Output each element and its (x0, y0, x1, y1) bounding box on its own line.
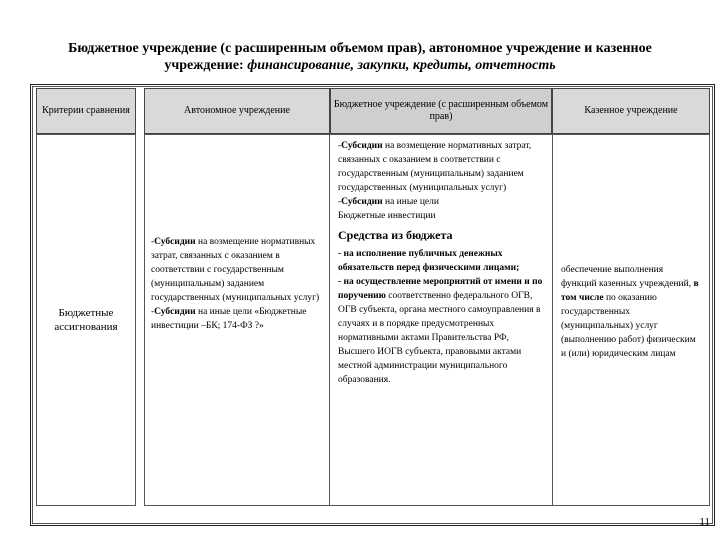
autonomous-subsidy-standard (151, 235, 323, 305)
subsidy-text: на иные цели (382, 197, 439, 207)
state-funding-text (561, 263, 701, 361)
subsidy-text: на иные цели «Бюджетные инвестиции –БК; 174-ФЗ ?» (151, 307, 307, 331)
autonomous-cell (144, 134, 330, 506)
public-obligations-item: - на исполнение публичных денежных обязательств перед физическими лицами; (338, 249, 520, 273)
bullet-dash: - (338, 141, 342, 151)
bullet-dash: - (151, 307, 155, 317)
header-budgetary: Бюджетное учреждение (с расширенным объемом прав) (330, 88, 552, 134)
bullet-dash: - (338, 197, 342, 207)
state-text-part-1: обеспечение выполнения функций казенных учреждений, (561, 265, 694, 289)
subsidy-keyword: Субсидии (154, 307, 196, 317)
subsidy-keyword: Субсидии (341, 197, 383, 207)
header-autonomous: Автономное учреждение (144, 88, 330, 134)
bullet-dash: - (151, 237, 155, 247)
criteria-cell-budget-allocations: Бюджетные ассигнования (36, 134, 136, 506)
slide-title (0, 40, 720, 74)
budget-funds-heading: Средства из бюджета (338, 228, 453, 242)
state-cell (552, 134, 710, 506)
budgetary-investments: Бюджетные инвестиции (338, 211, 436, 221)
budgetary-cell (330, 134, 552, 506)
title-line-2-emphasis: финансирование, закупки, кредиты, отчетность (247, 58, 556, 73)
header-criteria: Критерии сравнения (36, 88, 136, 134)
subsidy-text: на возмещение нормативных затрат, связанных с оказанием в соответствии с государственным (муниципальным) заданием государственных (муниципальных услуг) (151, 237, 320, 303)
delegated-activities-text: соответственно федерального ОГВ, ОГВ субъекта, органа местного самоуправления в случаях и в порядке предусмотренных нормативными актами Правительства РФ, Высшего ИОГВ субъекта, правовыми актами местной администрации муниципального образования. (338, 291, 541, 385)
title-line-2 (0, 57, 720, 74)
budgetary-subsidy-standard (338, 139, 544, 195)
page-number: 11 (699, 516, 710, 528)
title-line-1: Бюджетное учреждение (с расширенным объемом прав), автономное учреждение и казенное (68, 41, 652, 56)
subsidy-text: на возмещение нормативных затрат, связанных с оказанием в соответствии с государственным (муниципальным) заданием государственных (муниципальных услуг) (338, 141, 532, 193)
header-state: Казенное учреждение (552, 88, 710, 134)
delegated-activities-bold: - на осуществление мероприятий от имени и по поручению (338, 277, 543, 301)
budgetary-subsidy-other (338, 195, 544, 209)
title-line-2-prefix: учреждение: (164, 58, 248, 73)
delegated-activities-item (338, 275, 544, 387)
state-text-part-2: по оказанию государственных (муниципальных) услуг (выполнению работ) физическим и (или) юридическим лицам (561, 293, 696, 359)
subsidy-keyword: Субсидии (154, 237, 196, 247)
autonomous-subsidy-other (151, 305, 323, 333)
state-text-bold: в том числе (561, 279, 699, 303)
subsidy-keyword: Субсидии (341, 141, 383, 151)
